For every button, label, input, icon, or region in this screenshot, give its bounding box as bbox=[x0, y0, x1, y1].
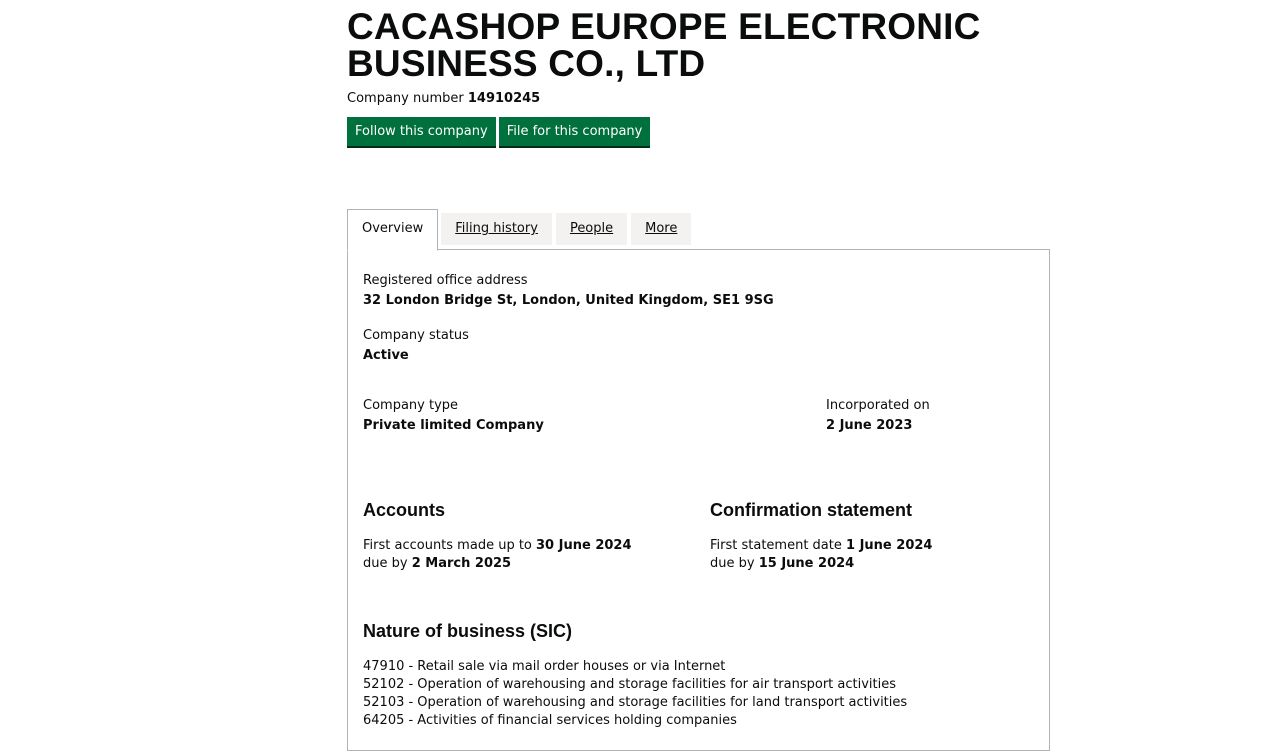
sic-item: 47910 - Retail sale via mail order houses or via Internet bbox=[363, 659, 726, 674]
confirmation-first-date: 1 June 2024 bbox=[846, 538, 933, 553]
company-status bbox=[363, 328, 469, 363]
confirmation-due-prefix: due by bbox=[710, 556, 755, 571]
confirmation-heading: Confirmation statement bbox=[710, 500, 913, 520]
sic-list bbox=[363, 658, 907, 730]
sic-item: 52103 - Operation of warehousing and storage facilities for land transport activities bbox=[363, 695, 908, 710]
sic-item: 52102 - Operation of warehousing and storage facilities for air transport activities bbox=[363, 677, 897, 692]
company-name: CACASHOP EUROPE ELECTRONIC BUSINESS CO., LTD bbox=[347, 6, 981, 84]
sic-item: 64205 - Activities of financial services holding companies bbox=[363, 713, 737, 728]
tab-overview[interactable]: Overview bbox=[347, 209, 438, 251]
company-type-label: Company type bbox=[363, 398, 459, 413]
company-type bbox=[363, 398, 544, 433]
overview-panel bbox=[347, 249, 1050, 751]
follow-company-button[interactable]: Follow this company bbox=[347, 117, 496, 146]
confirmation-section bbox=[710, 500, 932, 573]
sic-heading: Nature of business (SIC) bbox=[363, 621, 573, 641]
company-tabs bbox=[347, 209, 695, 251]
accounts-due-prefix: due by bbox=[363, 556, 408, 571]
registered-address-label: Registered office address bbox=[363, 273, 528, 288]
registered-address bbox=[363, 273, 774, 308]
company-number-value: 14910245 bbox=[467, 91, 541, 106]
file-for-company-button[interactable]: File for this company bbox=[499, 117, 651, 146]
tab-filing-history[interactable]: Filing history bbox=[441, 213, 552, 245]
company-status-label: Company status bbox=[363, 328, 469, 343]
incorporated-label: Incorporated on bbox=[826, 398, 930, 413]
tab-people[interactable]: People bbox=[556, 213, 627, 245]
accounts-heading: Accounts bbox=[363, 500, 446, 520]
incorporated-value: 2 June 2023 bbox=[826, 418, 913, 433]
confirmation-due-line bbox=[710, 555, 932, 573]
sic-section bbox=[363, 621, 907, 730]
action-buttons bbox=[347, 117, 1050, 146]
accounts-section bbox=[363, 500, 632, 573]
incorporated-on bbox=[826, 398, 930, 433]
company-status-value: Active bbox=[363, 348, 409, 363]
accounts-first-date: 30 June 2024 bbox=[536, 538, 632, 553]
accounts-due-date: 2 March 2025 bbox=[411, 556, 512, 571]
confirmation-due-date: 15 June 2024 bbox=[758, 556, 855, 571]
confirmation-first-prefix: First statement date bbox=[710, 538, 842, 553]
tab-more[interactable]: More bbox=[631, 213, 691, 245]
accounts-first-line bbox=[363, 537, 632, 555]
company-type-value: Private limited Company bbox=[363, 418, 544, 433]
accounts-due-line bbox=[363, 555, 632, 573]
page-main bbox=[347, 0, 1050, 728]
company-number bbox=[347, 91, 1050, 106]
company-number-label: Company number bbox=[347, 91, 464, 106]
accounts-first-prefix: First accounts made up to bbox=[363, 538, 532, 553]
confirmation-first-line bbox=[710, 537, 932, 555]
registered-address-value: 32 London Bridge St, London, United Kingdom, SE1 9SG bbox=[363, 293, 774, 308]
